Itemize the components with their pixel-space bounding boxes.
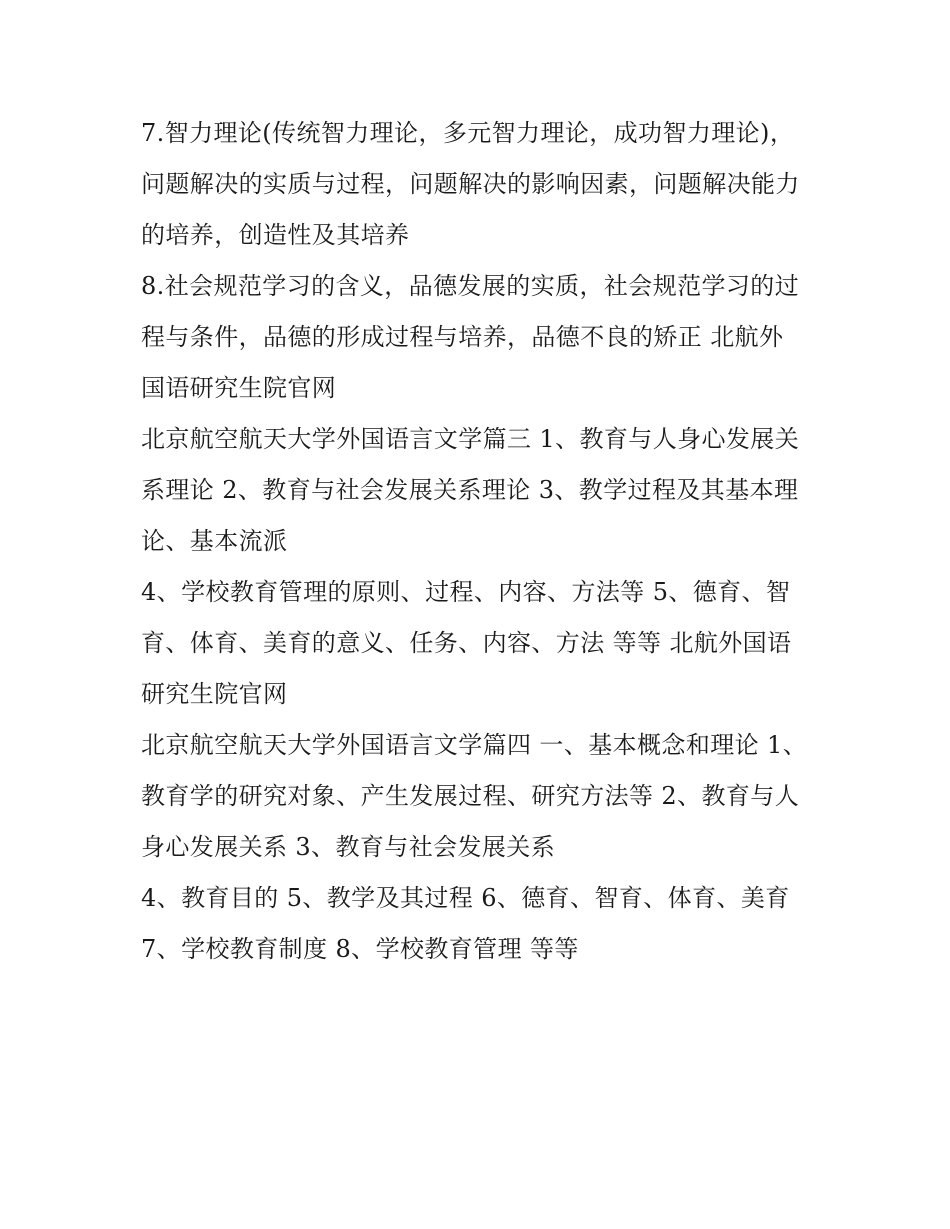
text-line: 论、基本流派: [141, 527, 288, 555]
text-line: 研究生院官网: [141, 680, 288, 708]
text-line: 育、体育、美育的意义、任务、内容、方法 等等 北航外国语: [141, 629, 792, 657]
text-line: 4、学校教育管理的原则、过程、内容、方法等 5、德育、智: [141, 578, 791, 606]
text-line: 的培养，创造性及其培养: [141, 221, 410, 249]
text-line: 8.社会规范学习的含义，品德发展的实质，社会规范学习的过: [141, 272, 800, 300]
text-line: 系理论 2、教育与社会发展关系理论 3、教学过程及其基本理: [141, 476, 799, 504]
text-line: 7.智力理论(传统智力理论，多元智力理论，成功智力理论)，: [141, 119, 795, 147]
text-line: 国语研究生院官网: [141, 374, 337, 402]
document-body: [141, 108, 821, 975]
text-line: 7、学校教育制度 8、学校教育管理 等等: [141, 935, 579, 963]
text-line: 程与条件，品德的形成过程与培养，品德不良的矫正 北航外: [141, 323, 784, 351]
text-line: 北京航空航天大学外国语言文学篇三 1、教育与人身心发展关: [141, 425, 800, 453]
text-line: 北京航空航天大学外国语言文学篇四 一、基本概念和理论 1、: [141, 731, 808, 759]
text-line: 问题解决的实质与过程，问题解决的影响因素，问题解决能力: [141, 170, 800, 198]
text-line: 教育学的研究对象、产生发展过程、研究方法等 2、教育与人: [141, 782, 800, 810]
text-line: 4、教育目的 5、教学及其过程 6、德育、智育、体育、美育: [141, 884, 790, 912]
text-line: 身心发展关系 3、教育与社会发展关系: [141, 833, 556, 861]
